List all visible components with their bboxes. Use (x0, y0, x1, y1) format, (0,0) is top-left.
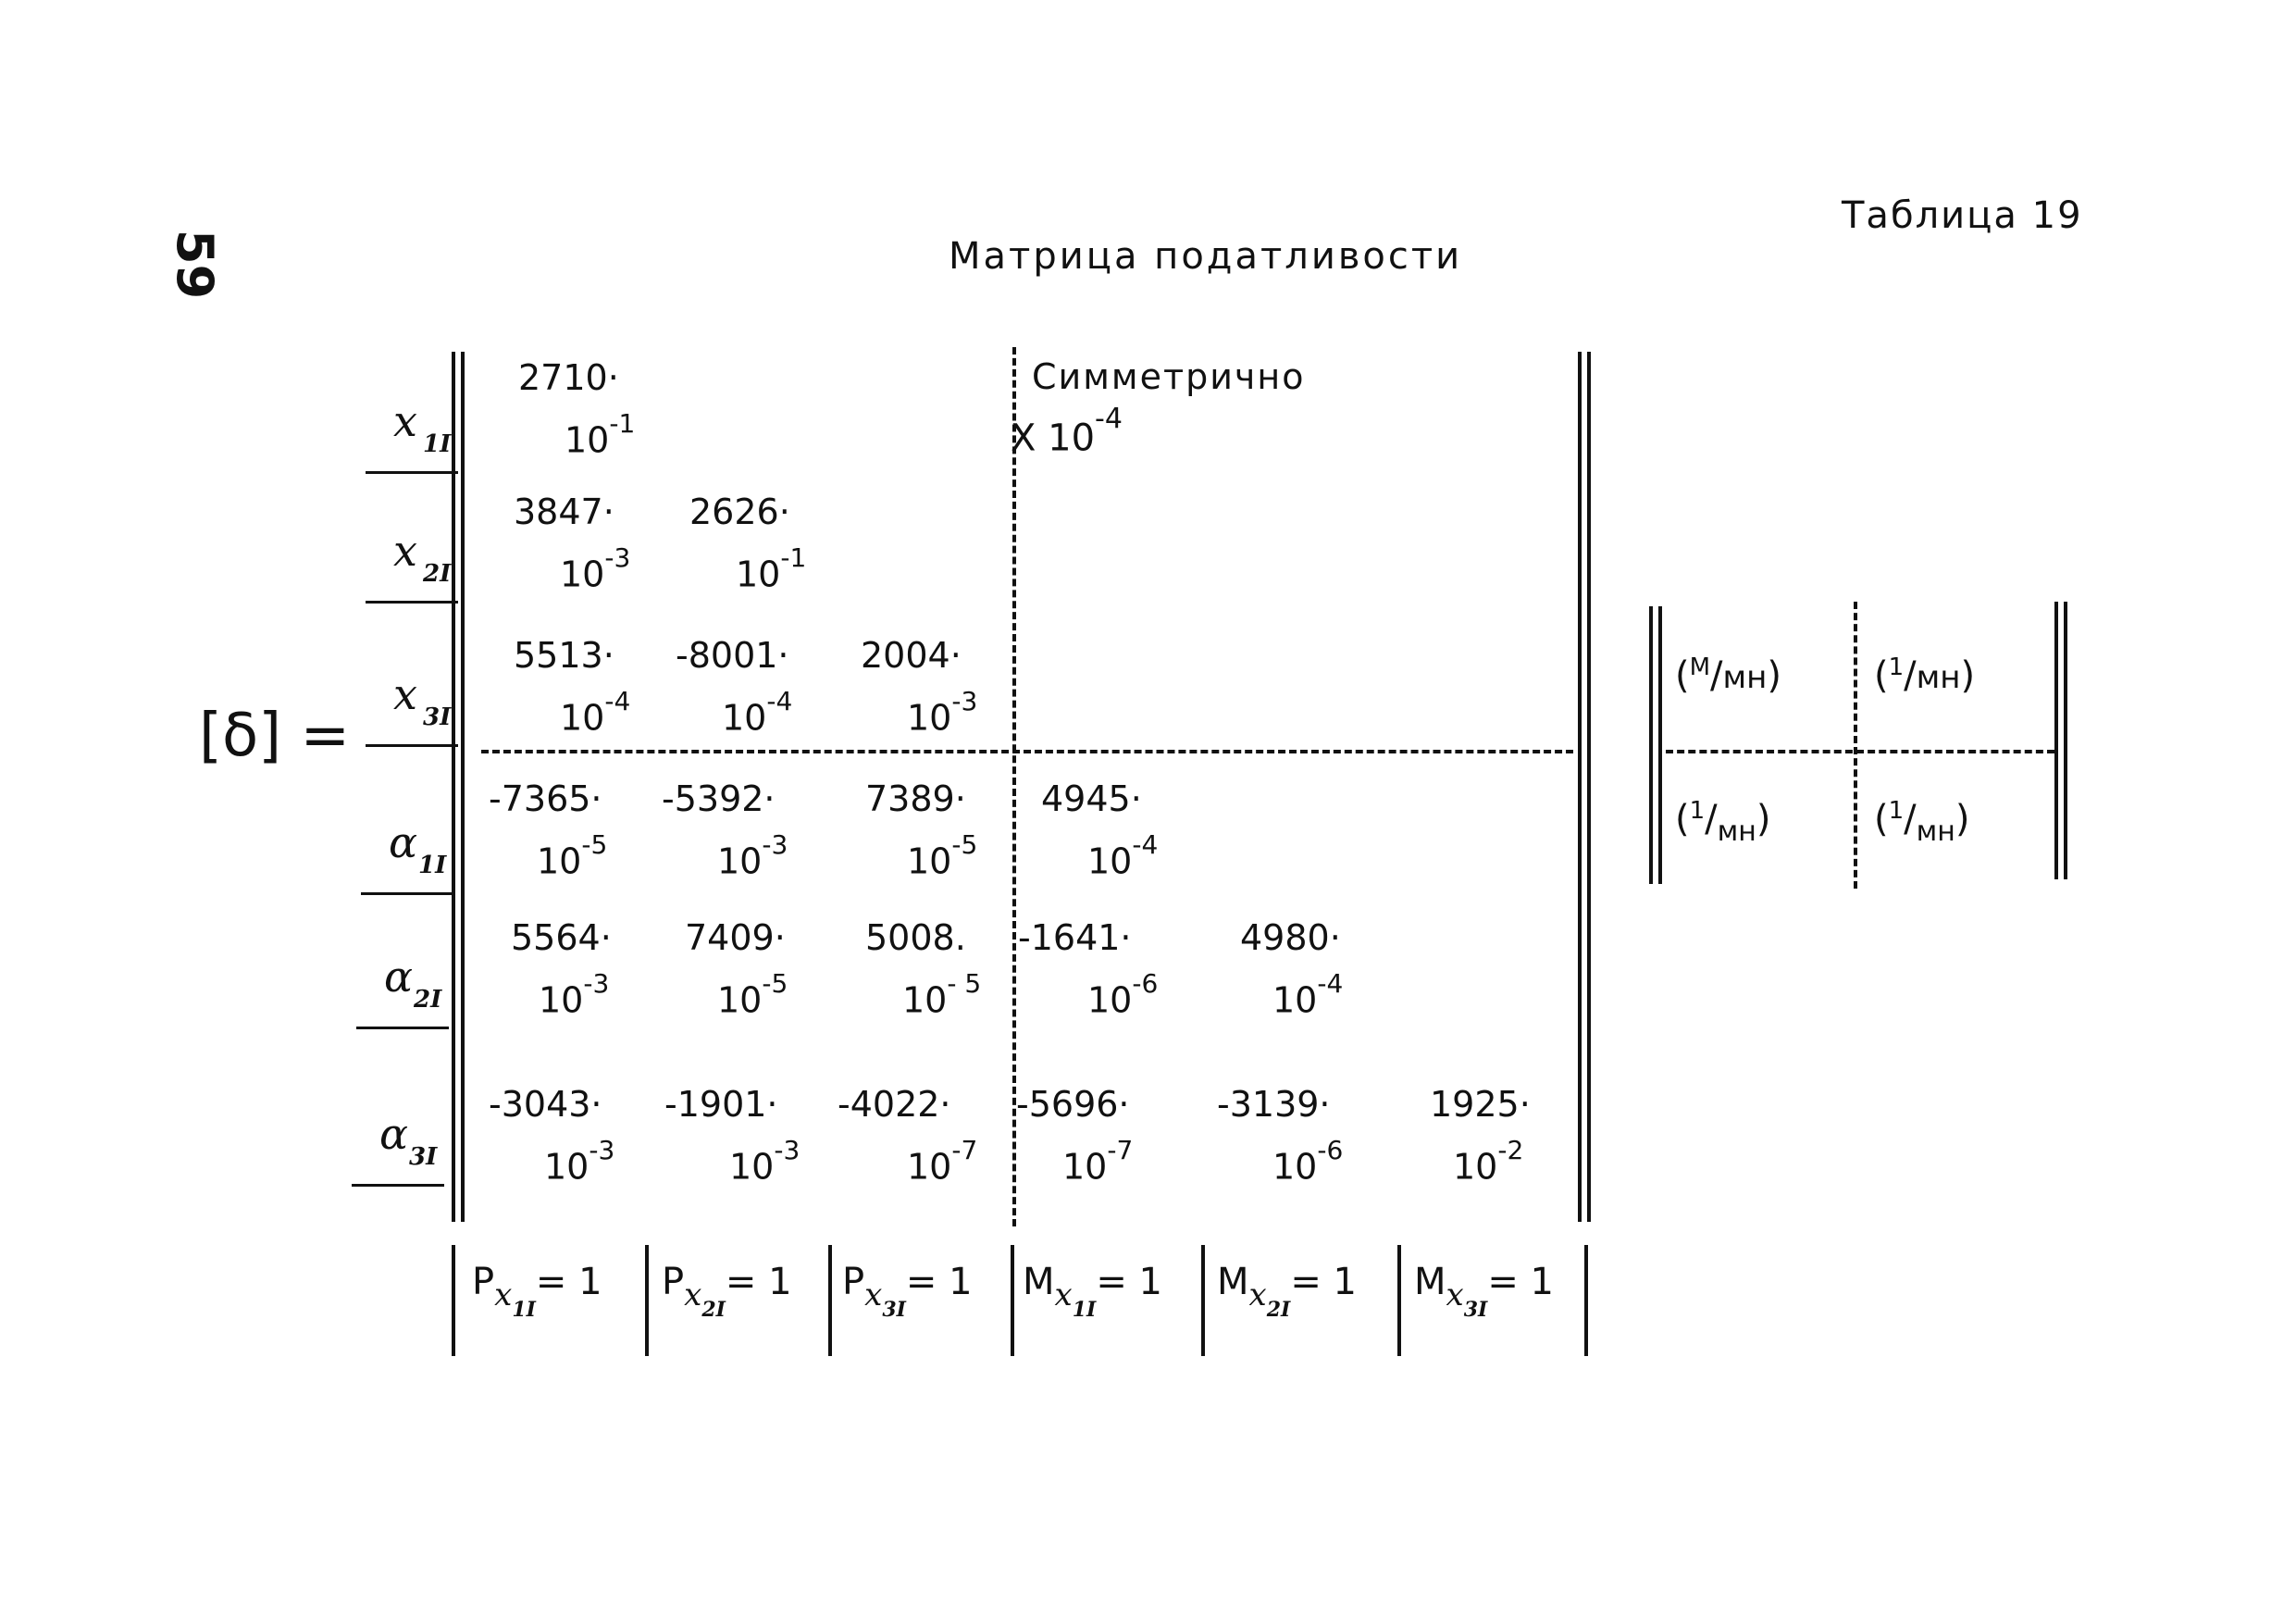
cell-power (902, 970, 981, 1022)
units-left-bar (1658, 606, 1662, 884)
cell-power (544, 1137, 614, 1189)
load-label-6 (1414, 1259, 1554, 1322)
cell-base: 10 (1453, 1146, 1498, 1188)
matrix-cell-3-1 (514, 634, 680, 745)
cell-mantissa: 2004· (861, 635, 962, 676)
matrix-cell-1-1 (518, 356, 685, 467)
cell-mantissa: 5008. (865, 917, 966, 958)
cell-power (717, 970, 788, 1022)
unit-paren: ) (1960, 654, 1976, 697)
cell-power (907, 1137, 977, 1189)
cell-base: 10 (717, 840, 763, 882)
matrix-left-bar (461, 352, 465, 1222)
units-divider (1854, 602, 1857, 889)
cell-base: 10 (539, 979, 584, 1021)
unit-cell-1-2 (1874, 653, 1975, 703)
cell-base: 10 (1272, 979, 1318, 1021)
matrix-cell-6-1 (489, 1083, 655, 1194)
matrix-cell-4-2 (662, 778, 828, 889)
load-letter: M (1023, 1261, 1055, 1303)
multiplier-exponent: -4 (1095, 403, 1123, 435)
unit-slash: / (1904, 798, 1917, 840)
cell-power (537, 831, 607, 883)
cell-exponent: -3 (762, 829, 788, 860)
cell-mantissa: 7409· (685, 917, 786, 958)
unit-numerator: 1 (1888, 653, 1905, 681)
load-eq: = 1 (1290, 1261, 1357, 1303)
load-label-4 (1023, 1259, 1162, 1322)
matrix-cell-4-4 (1041, 778, 1208, 889)
row-symbol: α (384, 952, 414, 1002)
row-underline (356, 1027, 449, 1029)
row-symbol: x (393, 526, 417, 576)
unit-denominator: мн (1722, 659, 1768, 696)
cell-mantissa: 2626· (689, 492, 790, 532)
load-label-3 (842, 1259, 973, 1322)
cell-exponent: -7 (951, 1135, 978, 1165)
cell-mantissa: 4980· (1240, 917, 1341, 958)
cell-base: 10 (565, 419, 610, 461)
cell-mantissa: -1641· (1018, 917, 1132, 958)
row-symbol: x (393, 669, 417, 719)
cell-power (565, 410, 635, 462)
load-label-2 (662, 1259, 792, 1322)
matrix-title: Матрица податливости (949, 235, 1463, 278)
row-subscript: 2I (423, 560, 452, 588)
load-sub: 3I (1463, 1298, 1488, 1322)
cell-exponent: -6 (1132, 968, 1159, 999)
row-label-x1 (366, 393, 477, 514)
load-divider (828, 1245, 832, 1356)
matrix-cell-6-2 (664, 1083, 831, 1194)
cell-power (560, 688, 630, 740)
matrix-cell-3-2 (676, 634, 842, 745)
matrix-cell-3-3 (861, 634, 1027, 745)
cell-exponent: -1 (609, 408, 636, 439)
cell-exponent: -4 (766, 686, 793, 716)
row-subscript: 1I (418, 852, 447, 879)
units-divider (1666, 750, 2054, 753)
load-letter: P (842, 1261, 865, 1303)
load-sub: 3I (882, 1298, 906, 1322)
units-left-bar (1649, 606, 1653, 884)
matrix-left-bar (452, 352, 455, 1222)
row-subscript: 2I (414, 986, 442, 1014)
load-var: x (1054, 1276, 1073, 1313)
load-divider (1397, 1245, 1401, 1356)
unit-denominator: мн (1717, 815, 1756, 848)
unit-paren: ) (1955, 798, 1970, 840)
row-underline (366, 601, 458, 604)
cell-exponent: - 5 (947, 968, 982, 999)
cell-base: 10 (537, 840, 582, 882)
load-eq: = 1 (535, 1261, 602, 1303)
cell-base: 10 (902, 979, 948, 1021)
load-divider (1201, 1245, 1205, 1356)
row-subscript: 3I (423, 703, 452, 731)
cell-power (907, 688, 977, 740)
cell-power (1062, 1137, 1133, 1189)
unit-denominator: мн (1916, 659, 1961, 696)
cell-mantissa: 3847· (514, 492, 614, 532)
matrix-cell-2-1 (514, 491, 680, 602)
unit-numerator: 1 (1689, 797, 1706, 825)
cell-power (717, 831, 788, 883)
unit-paren: ( (1874, 654, 1889, 697)
unit-paren: ( (1874, 798, 1889, 840)
matrix-cell-5-1 (511, 916, 677, 1027)
load-divider (1011, 1245, 1014, 1356)
row-label-a2 (356, 949, 467, 1069)
cell-power (722, 688, 792, 740)
cell-exponent: -3 (604, 542, 631, 573)
cell-mantissa: -3043· (489, 1084, 602, 1125)
units-right-bar (2064, 602, 2067, 879)
cell-base: 10 (560, 697, 605, 739)
unit-paren: ) (1767, 654, 1782, 697)
cell-exponent: -5 (762, 968, 788, 999)
cell-exponent: -5 (951, 829, 978, 860)
cell-exponent: -3 (589, 1135, 615, 1165)
cell-exponent: -2 (1497, 1135, 1524, 1165)
cell-exponent: -4 (1317, 968, 1344, 999)
matrix-cell-5-4 (1018, 916, 1185, 1027)
load-label-5 (1217, 1259, 1357, 1322)
multiplier-base: X 10 (1011, 417, 1096, 460)
unit-numerator: 1 (1888, 797, 1905, 825)
load-eq: = 1 (1096, 1261, 1162, 1303)
unit-cell-2-1 (1675, 796, 1771, 847)
load-letter: M (1217, 1261, 1249, 1303)
load-divider (1584, 1245, 1588, 1356)
cell-power (729, 1137, 800, 1189)
cell-mantissa: 1925· (1430, 1084, 1531, 1125)
row-underline (352, 1184, 444, 1187)
unit-cell-1-1 (1675, 653, 1781, 703)
unit-paren: ( (1675, 798, 1690, 840)
unit-numerator: М (1689, 653, 1711, 681)
cell-power (1453, 1137, 1523, 1189)
row-symbol: α (379, 1109, 409, 1159)
cell-base: 10 (560, 554, 605, 595)
units-right-bar (2054, 602, 2058, 879)
symmetric-multiplier (1011, 403, 1123, 460)
cell-power (560, 544, 630, 596)
matrix-cell-5-5 (1240, 916, 1407, 1027)
unit-paren: ) (1756, 798, 1771, 840)
cell-base: 10 (544, 1146, 590, 1188)
cell-mantissa: -5392· (662, 778, 776, 819)
cell-power (736, 544, 806, 596)
unit-denominator: мн (1916, 815, 1955, 848)
matrix-block-divider (481, 750, 1573, 753)
row-subscript: 1I (423, 430, 452, 458)
cell-mantissa: -5696· (1016, 1084, 1130, 1125)
load-eq: = 1 (905, 1261, 973, 1303)
cell-base: 10 (729, 1146, 775, 1188)
cell-power (1272, 970, 1343, 1022)
load-eq: = 1 (1487, 1261, 1554, 1303)
matrix-cell-5-2 (685, 916, 851, 1027)
table-label: Таблица 19 (1842, 194, 2083, 237)
load-letter: P (662, 1261, 685, 1303)
cell-base: 10 (1062, 1146, 1108, 1188)
cell-exponent: -3 (583, 968, 610, 999)
load-letter: M (1414, 1261, 1446, 1303)
unit-slash: / (1710, 654, 1723, 697)
load-sub: 2I (701, 1298, 726, 1322)
cell-power (539, 970, 609, 1022)
load-eq: = 1 (725, 1261, 792, 1303)
cell-base: 10 (736, 554, 781, 595)
cell-power (1087, 831, 1158, 883)
cell-exponent: -6 (1317, 1135, 1344, 1165)
row-label-a1 (361, 815, 472, 935)
cell-mantissa: -4022· (838, 1084, 951, 1125)
matrix-cell-6-6 (1430, 1083, 1596, 1194)
cell-exponent: -4 (604, 686, 631, 716)
load-letter: P (472, 1261, 495, 1303)
cell-exponent: -4 (1132, 829, 1159, 860)
row-symbol: α (389, 817, 418, 867)
row-symbol: x (393, 396, 417, 446)
unit-cell-2-2 (1874, 796, 1970, 847)
row-underline (366, 471, 458, 474)
cell-power (1272, 1137, 1343, 1189)
cell-exponent: -5 (581, 829, 608, 860)
row-label-a3 (352, 1106, 463, 1226)
load-var: x (684, 1276, 702, 1313)
load-sub: 2I (1266, 1298, 1291, 1322)
cell-mantissa: -1901· (664, 1084, 778, 1125)
page-number: 59 (166, 230, 224, 300)
load-var: x (1248, 1276, 1267, 1313)
cell-base: 10 (1087, 979, 1133, 1021)
cell-exponent: -1 (780, 542, 807, 573)
load-divider (452, 1245, 455, 1356)
cell-mantissa: 5513· (514, 635, 614, 676)
cell-mantissa: 7389· (865, 778, 966, 819)
symmetric-note: Симметрично (1032, 356, 1306, 397)
load-divider (645, 1245, 649, 1356)
cell-base: 10 (722, 697, 767, 739)
cell-exponent: -7 (1107, 1135, 1134, 1165)
cell-base: 10 (1087, 840, 1133, 882)
cell-exponent: -3 (774, 1135, 800, 1165)
matrix-cell-5-3 (865, 916, 1032, 1027)
cell-mantissa: -3139· (1217, 1084, 1331, 1125)
unit-paren: ( (1675, 654, 1690, 697)
load-label-1 (472, 1259, 602, 1322)
unit-slash: / (1904, 654, 1917, 697)
cell-power (1087, 970, 1158, 1022)
matrix-cell-2-2 (689, 491, 856, 602)
cell-mantissa: 2710· (518, 357, 619, 398)
load-var: x (864, 1276, 883, 1313)
cell-mantissa: -7365· (489, 778, 602, 819)
matrix-cell-6-4 (1016, 1083, 1183, 1194)
cell-base: 10 (717, 979, 763, 1021)
cell-base: 10 (1272, 1146, 1318, 1188)
row-underline (361, 892, 453, 895)
matrix-cell-6-5 (1217, 1083, 1384, 1194)
cell-exponent: -3 (951, 686, 978, 716)
load-sub: 1I (512, 1298, 536, 1322)
cell-power (907, 831, 977, 883)
row-label-x3 (366, 666, 477, 787)
unit-slash: / (1705, 798, 1718, 840)
matrix-cell-6-3 (838, 1083, 1004, 1194)
load-var: x (494, 1276, 513, 1313)
row-underline (366, 744, 458, 747)
cell-base: 10 (907, 1146, 952, 1188)
cell-mantissa: 4945· (1041, 778, 1142, 819)
cell-base: 10 (907, 840, 952, 882)
matrix-cell-4-1 (489, 778, 655, 889)
row-label-x2 (366, 523, 477, 643)
matrix-lhs: [δ] = (199, 702, 351, 770)
load-sub: 1I (1072, 1298, 1097, 1322)
cell-base: 10 (907, 697, 952, 739)
cell-mantissa: -8001· (676, 635, 789, 676)
load-var: x (1446, 1276, 1464, 1313)
row-subscript: 3I (409, 1143, 438, 1171)
matrix-cell-4-3 (865, 778, 1032, 889)
cell-mantissa: 5564· (511, 917, 612, 958)
